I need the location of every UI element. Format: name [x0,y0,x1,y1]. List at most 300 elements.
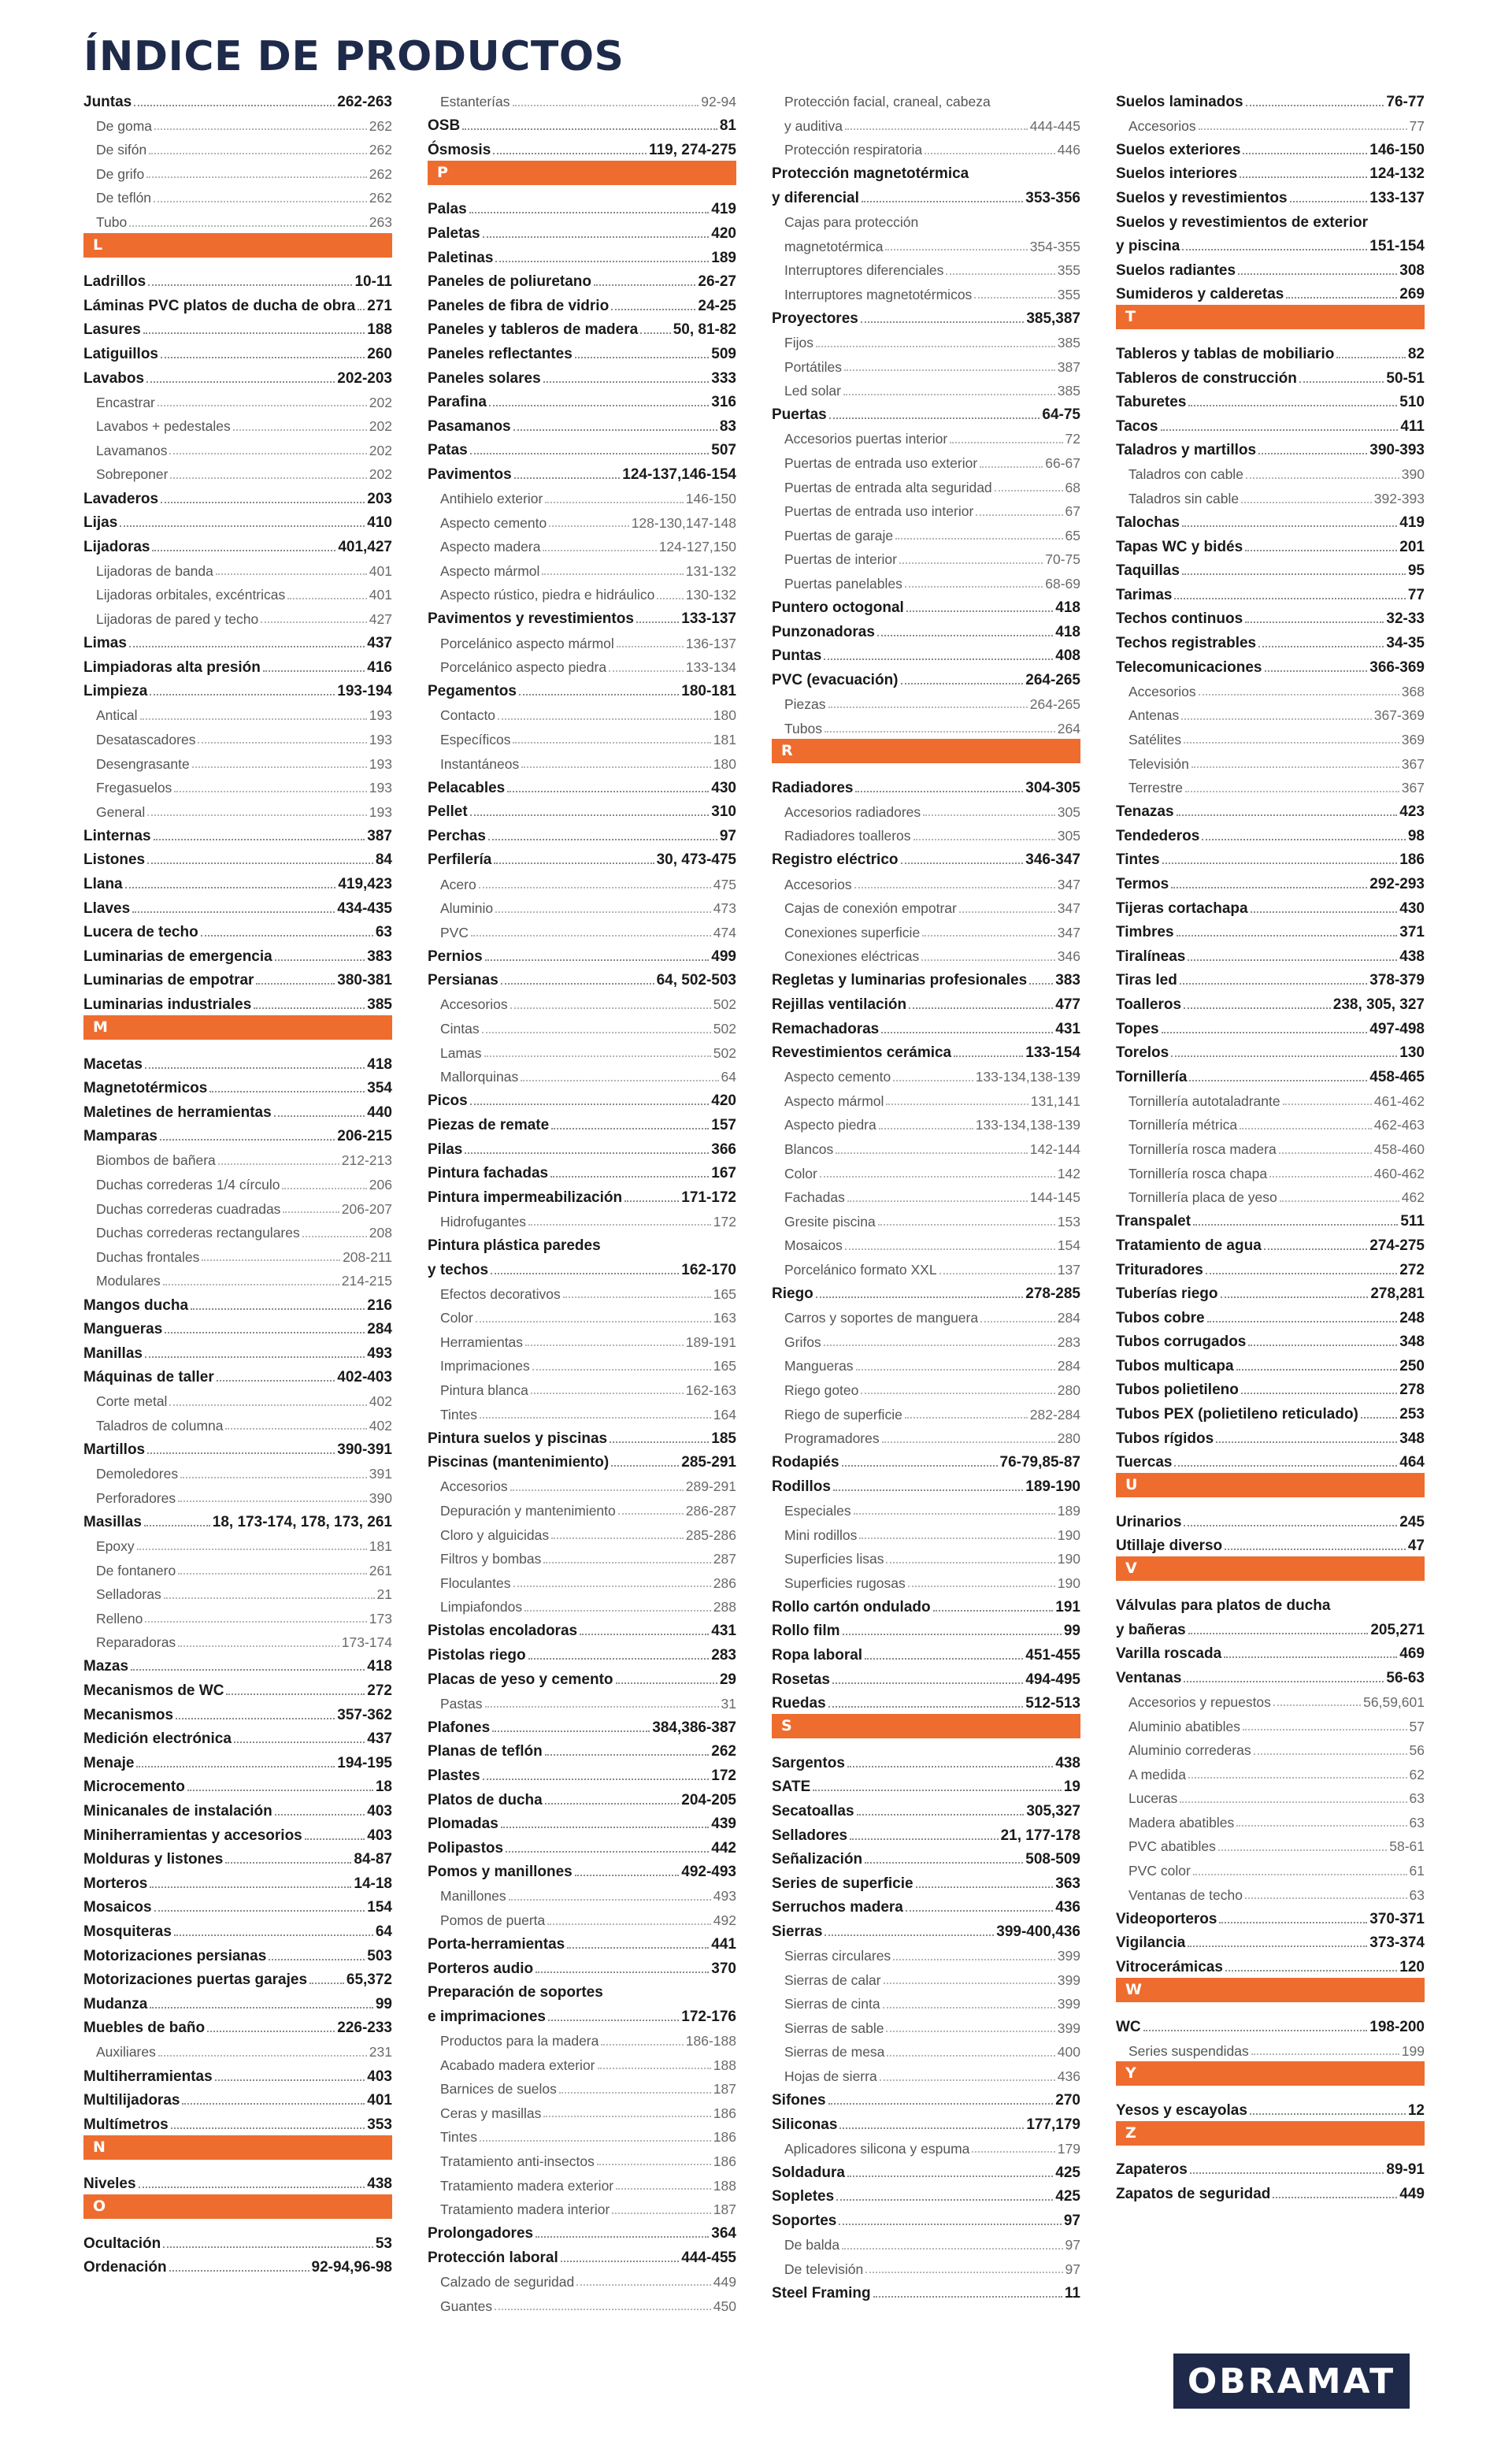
entry-label: y piscina [1116,238,1180,255]
entry-label: Productos para la madera [440,2033,599,2049]
dot-leader [880,2079,1055,2081]
page-reference: 346 [1057,948,1080,965]
entry-label: Accesorios radiadores [784,803,921,820]
index-entry [83,1698,392,1723]
index-subentry [772,519,1080,543]
page-reference: 131,141 [1030,1092,1080,1109]
index-entry [428,940,736,964]
entry-label: Topes [1116,1020,1159,1037]
entry-label: Sobreponer [96,466,169,483]
dot-leader [576,2284,711,2286]
page-reference: 193 [369,731,392,747]
dot-leader [1251,911,1398,913]
entry-label: PVC (evacuación) [772,671,899,688]
dot-leader [1225,1549,1406,1550]
entry-label: Pomos de puerta [440,1912,546,1929]
entry-label: Tarimas [1116,586,1173,603]
entry-label: Tubos cobre [1116,1309,1205,1326]
entry-label: Tubos PEX (polietileno reticulado) [1116,1406,1358,1423]
entry-label: Luminarias de emergencia [83,948,272,965]
page-reference: 419 [711,201,736,218]
entry-label: Limpiadoras alta presión [83,658,261,676]
page-reference: 431 [1055,1020,1080,1037]
dot-leader [143,332,365,334]
index-subentry [83,723,392,747]
index-entry [1116,2094,1425,2118]
index-entry [428,796,736,820]
entry-label: Pintura blanca [440,1382,528,1398]
index-entry [428,1422,736,1446]
index-subentry [428,2024,736,2049]
entry-label: Tijeras cortachapa [1116,900,1248,917]
dot-leader [877,635,1053,636]
index-entry [1116,988,1425,1012]
index-subentry [83,1530,392,1554]
page-reference: 67 [1065,503,1080,520]
dot-leader [545,1803,680,1805]
dot-leader [1241,1393,1397,1394]
index-subentry [428,2168,736,2193]
page-reference: 98 [1407,827,1425,844]
page-reference: 136-137 [685,635,736,651]
page-reference: 89-91 [1386,2161,1425,2179]
index-entry [428,1856,736,1880]
page-reference: 401,427 [338,538,392,555]
index-entry [83,1120,392,1144]
entry-label: Aspecto piedra [784,1117,876,1133]
dot-leader [618,1513,684,1515]
page-reference: 193-194 [337,683,392,700]
page-reference: 370 [711,1960,736,1977]
entry-label: Luminarias de empotrar [83,972,254,989]
page-reference: 133-134,138-139 [975,1069,1080,1085]
entry-label: Tornillería placa de yeso [1128,1189,1277,1206]
letter-header: Z [1116,2121,1425,2146]
page-reference: 76-77 [1386,93,1425,110]
page-reference: 97 [1065,2261,1080,2277]
dot-leader [933,1610,1054,1612]
page-reference: 390-393 [1369,442,1425,459]
entry-label: Lasures [83,321,141,339]
entry-label: Martillos [83,1441,146,1459]
page-reference: 411 [1400,417,1425,435]
page-reference: 418 [367,1658,392,1675]
index-entry [772,2204,1080,2228]
page-reference: 278,281 [1370,1285,1425,1303]
dot-leader [563,1296,711,1298]
entry-label: Paneles de poliuretano [428,273,591,291]
entry-label: Molduras y listones [83,1851,224,1868]
index-entry [1116,1613,1425,1638]
page-reference: 194-195 [337,1754,392,1771]
index-entry [428,289,736,313]
dot-leader [145,1621,366,1623]
index-subentry [83,1193,392,1217]
page-reference: 201 [1399,538,1425,555]
dot-leader [483,236,710,238]
page-reference: 193 [369,755,392,772]
index-entry [428,313,736,338]
entry-label: Aspecto madera [440,539,541,555]
dot-leader [462,128,717,130]
entry-label: Contacto [440,707,496,724]
page-reference: 208-211 [343,1248,392,1265]
index-subentry [1116,1830,1425,1854]
entry-label: Sopletes [772,2188,835,2205]
page-reference: 188 [713,2177,736,2194]
index-entry [428,1229,736,1253]
entry-label: Steel Framing [772,2284,871,2302]
entry-label: Puertas [772,406,827,424]
index-entry [428,1253,736,1278]
entry-label: Conexiones eléctricas [784,948,920,965]
page-reference: 402 [369,1393,392,1410]
entry-label: Regletas y luminarias profesionales [772,972,1028,989]
index-entry [1116,2177,1425,2201]
index-entry [772,1843,1080,1868]
index-entry [772,158,1080,182]
dot-leader [528,1658,710,1660]
page-reference: 410 [367,514,392,532]
index-entry [428,675,736,699]
entry-label: Cajas de conexión empotrar [784,900,957,917]
dot-leader [886,1104,1028,1105]
page-reference: 507 [711,442,736,459]
entry-label: Suelos y revestimientos [1116,189,1288,206]
index-entry [1116,2010,1425,2035]
page-reference: 179 [1057,2140,1080,2157]
page-reference: 284 [1057,1310,1080,1326]
entry-label: Limas [83,635,127,652]
dot-leader [136,1766,335,1767]
entry-label: Señalización [772,1851,863,1868]
entry-label: Válvulas para platos de ducha [1116,1597,1331,1615]
index-entry [1116,1229,1425,1253]
entry-label: Picos [428,1092,468,1110]
index-entry [1116,1446,1425,1471]
dot-leader [882,1441,1055,1443]
dot-leader [125,887,336,888]
dot-leader [263,670,365,672]
dot-leader [899,562,1043,564]
dot-leader [129,646,365,647]
dot-leader [1029,983,1053,985]
page-reference: 437 [367,1730,392,1748]
dot-leader [597,2164,711,2165]
index-subentry [772,1326,1080,1350]
index-entry [428,844,736,868]
page-reference: 333 [711,369,736,387]
index-entry [772,844,1080,868]
page-reference: 154 [367,1899,392,1916]
dot-leader [856,1369,1055,1371]
page-reference: 53 [375,2235,392,2252]
dot-leader [609,670,684,672]
entry-label: Mosaicos [784,1237,843,1254]
index-subentry [1116,1806,1425,1831]
page-reference: 250 [1399,1357,1425,1374]
page-reference: 130-132 [685,587,736,603]
index-subentry [772,711,1080,736]
dot-leader [470,814,710,816]
page-reference: 202 [369,442,392,458]
entry-label: Persianas [428,972,498,989]
index-subentry [428,1037,736,1061]
dot-leader [513,105,699,106]
dot-leader [879,1128,973,1129]
index-subentry [83,1409,392,1434]
entry-label: Lavabos [83,369,145,387]
page-title: ÍNDICE DE PRODUCTOS [83,33,624,80]
page-reference: 464 [1399,1454,1425,1471]
index-entry [1116,892,1425,916]
entry-label: Tubo [96,214,128,231]
page-reference: 190 [1057,1575,1080,1591]
entry-label: Porcelánico aspecto mármol [440,635,614,651]
index-subentry [83,1482,392,1506]
entry-label: Techos registrables [1116,635,1257,652]
dot-leader [1143,2030,1368,2031]
index-subentry [772,1205,1080,1230]
dot-leader [1162,862,1398,864]
dot-leader [513,1586,711,1587]
letter-header: P [428,161,736,185]
dot-leader [543,2116,710,2117]
page-reference: 188 [367,321,392,339]
index-subentry [83,771,392,796]
entry-label: Latiguillos [83,345,158,362]
index-entry [772,181,1080,206]
index-column-3 [772,85,1080,2301]
dot-leader [1188,405,1397,406]
entry-label: Mangueras [784,1358,854,1374]
entry-label: Encastrar [96,394,155,410]
dot-leader [201,935,373,937]
index-entry [428,1638,736,1663]
page-reference: 373-374 [1369,1934,1425,1952]
dot-leader [624,1200,679,1202]
entry-label: Llana [83,876,123,892]
entry-label: Depuración y mantenimiento [440,1502,616,1519]
index-entry [428,603,736,627]
entry-label: Aspecto cemento [440,514,547,531]
entry-label: y auditiva [784,117,843,134]
dot-leader [178,1645,339,1647]
entry-label: Mudanza [83,1995,148,2012]
index-subentry [428,506,736,531]
dot-leader [575,357,710,358]
index-subentry [772,1939,1080,1964]
entry-label: Tapas WC y bidés [1116,538,1243,555]
index-entry [83,1746,392,1771]
entry-label: Láminas PVC platos de ducha de obra [83,297,356,314]
entry-label: Especiales [784,1502,851,1519]
entry-label: Fachadas [784,1189,845,1206]
entry-label: Perfilería [428,851,492,869]
entry-label: Televisión [1128,755,1189,772]
index-entry [1116,1505,1425,1530]
page-reference: 177,179 [1026,2116,1080,2133]
page-reference: 202 [369,418,392,435]
entry-label: Secatoallas [772,1802,854,1819]
dot-leader [1193,1874,1407,1875]
dot-leader [158,405,367,406]
index-subentry [772,819,1080,844]
page-reference: 34-35 [1386,635,1425,652]
entry-label: Rodapiés [772,1454,839,1471]
page-reference: 206-207 [341,1200,392,1217]
entry-label: Muebles de baño [83,2020,206,2037]
entry-label: Rodillos [772,1478,831,1495]
entry-label: Floculantes [440,1575,511,1591]
dot-leader [861,1393,1054,1394]
index-entry [1116,651,1425,675]
entry-label: Puertas panelables [784,575,902,592]
entry-label: Platos de ducha [428,1791,543,1808]
index-subentry [83,458,392,482]
dot-leader [1182,249,1367,250]
index-entry [1116,1037,1425,1061]
page-reference: 84-87 [354,1851,392,1868]
page-reference: 212-213 [341,1152,392,1169]
dot-leader [548,2020,679,2021]
index-subentry [428,578,736,603]
dot-leader [816,1296,1023,1298]
page-reference: 458-465 [1369,1068,1425,1085]
page-reference: 70-75 [1045,551,1080,568]
index-entry [83,1843,392,1868]
dot-leader [476,1321,711,1322]
dot-leader [287,598,367,599]
entry-label: Torelos [1116,1044,1169,1062]
dot-leader [954,1055,1023,1057]
dot-leader [163,2246,373,2248]
page-reference: 438 [1055,1754,1080,1771]
entry-label: Interruptores magnetotérmicos [784,286,973,302]
dot-leader [1250,2113,1406,2115]
index-subentry [772,109,1080,134]
dot-leader [507,791,709,792]
entry-label: Herramientas [440,1333,524,1350]
dot-leader [842,1465,998,1467]
index-entry [83,1794,392,1819]
page-reference: 208 [369,1225,392,1241]
index-entry [1116,940,1425,964]
index-entry [83,337,392,362]
dot-leader [543,381,710,383]
entry-label: Cintas [440,1021,480,1037]
dot-leader [839,2127,1024,2129]
entry-label: Suelos laminados [1116,93,1243,110]
dot-leader [483,1779,710,1780]
index-subentry [772,2228,1080,2253]
index-subentry [772,1229,1080,1253]
dot-leader [859,1537,1054,1539]
index-subentry [772,471,1080,495]
dot-leader [134,105,335,106]
entry-label: Aluminio abatibles [1128,1718,1241,1734]
index-entry [83,844,392,868]
dot-leader [524,1610,711,1612]
index-subentry [772,2132,1080,2157]
index-entry [1116,1012,1425,1037]
entry-label: Manillones [440,1888,506,1905]
index-entry [428,1663,736,1687]
index-subentry [83,386,392,410]
index-subentry [428,1349,736,1374]
entry-label: Tornillería autotaladrante [1128,1092,1280,1109]
index-subentry [1116,458,1425,482]
entry-label: Instantáneos [440,755,520,772]
dot-leader [158,2055,367,2057]
page-reference: 419 [1399,514,1425,532]
dot-leader [832,1682,1023,1684]
index-subentry [428,1374,736,1398]
entry-label: Talochas [1116,514,1180,532]
entry-label: Lamas [440,1044,482,1061]
page-reference: 441 [711,1936,736,1953]
page-reference: 271 [367,297,392,314]
page-reference: 64-75 [1042,406,1080,424]
page-reference: 262-263 [337,93,392,110]
index-entry [1116,206,1425,230]
entry-label: Termos [1116,876,1169,892]
dot-leader [1177,935,1398,937]
entry-label: Desengrasante [96,755,190,772]
index-entry [772,1794,1080,1819]
index-subentry [428,651,736,675]
page-reference: 402-403 [337,1369,392,1386]
letter-header: N [83,2135,392,2160]
page-reference: 189-190 [1025,1478,1080,1495]
page-reference: 292-293 [1369,876,1425,892]
entry-label: Microcemento [83,1779,185,1796]
index-entry [772,1012,1080,1037]
index-entry [428,1085,736,1109]
entry-label: Hojas de sierra [784,2068,877,2084]
entry-label: Mangueras [83,1321,163,1338]
index-entry [428,386,736,410]
page-reference: 47 [1407,1537,1425,1555]
page-reference: 400 [1057,2044,1080,2061]
dot-leader [1191,766,1399,768]
page-reference: 355 [1057,262,1080,279]
dot-leader [1185,791,1399,792]
entry-label: Antihielo exterior [440,491,543,506]
dot-leader [218,1163,339,1165]
page-reference: 272 [367,1682,392,1699]
index-subentry [1116,1133,1425,1157]
index-entry [83,482,392,506]
dot-leader [813,1790,1062,1791]
dot-leader [536,1971,709,1973]
index-subentry [1116,1686,1425,1710]
entry-label: Techos continuos [1116,610,1243,628]
index-entry [772,640,1080,664]
dot-leader [146,381,335,383]
entry-label: Luminarias industriales [83,996,252,1013]
index-subentry [83,1264,392,1289]
entry-label: Lucera de techo [83,924,198,941]
index-entry [1116,410,1425,434]
entry-label: Duchas correderas cuadradas [96,1200,281,1217]
dot-leader [305,1838,365,1840]
page-reference: 378-379 [1369,972,1425,989]
entry-label: Aspecto cemento [784,1069,891,1085]
entry-label: Tuberías riego [1116,1285,1218,1303]
entry-label: Sierras de cinta [784,1996,880,2012]
index-entry [428,410,736,434]
